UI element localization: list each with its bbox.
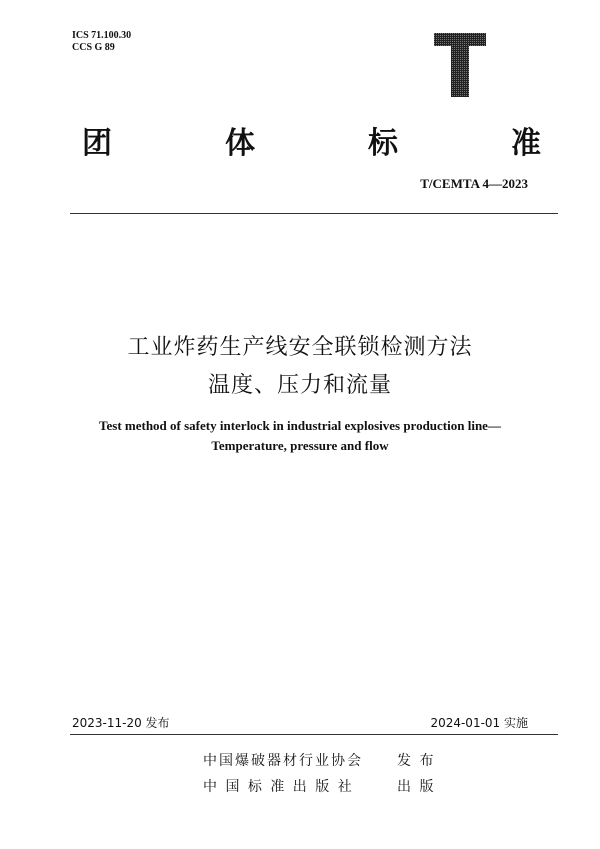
implement-date: 2024-01-01 实施	[430, 716, 528, 730]
publisher-name: 中国爆破器材行业协会	[203, 753, 363, 769]
t-standard-logo	[434, 33, 486, 97]
chinese-title-line2: 温度、压力和流量	[207, 373, 392, 398]
english-title-line1: Test method of safety interlock in industrial explosives production line—	[99, 418, 501, 433]
title-char-4: 准	[511, 126, 541, 161]
ccs-code: CCS G 89	[72, 42, 115, 53]
publish-date: 2023-11-20 发布	[72, 716, 170, 730]
classification-codes	[72, 30, 131, 54]
title-char-1: 团	[82, 126, 112, 161]
bottom-divider	[70, 734, 558, 735]
standard-number: T/CEMTA 4—2023	[420, 176, 528, 191]
press-name: 中 国 标 准 出 版 社	[203, 779, 354, 795]
chinese-title-line1: 工业炸药生产线安全联锁检测方法	[127, 335, 473, 360]
publisher-action: 发 布	[397, 753, 436, 769]
top-divider	[70, 213, 558, 214]
press-action: 出 版	[397, 779, 436, 795]
title-char-2: 体	[225, 126, 255, 161]
title-char-3: 标	[368, 126, 398, 161]
english-title-line2: Temperature, pressure and flow	[211, 438, 389, 453]
ics-code: ICS 71.100.30	[72, 30, 132, 41]
